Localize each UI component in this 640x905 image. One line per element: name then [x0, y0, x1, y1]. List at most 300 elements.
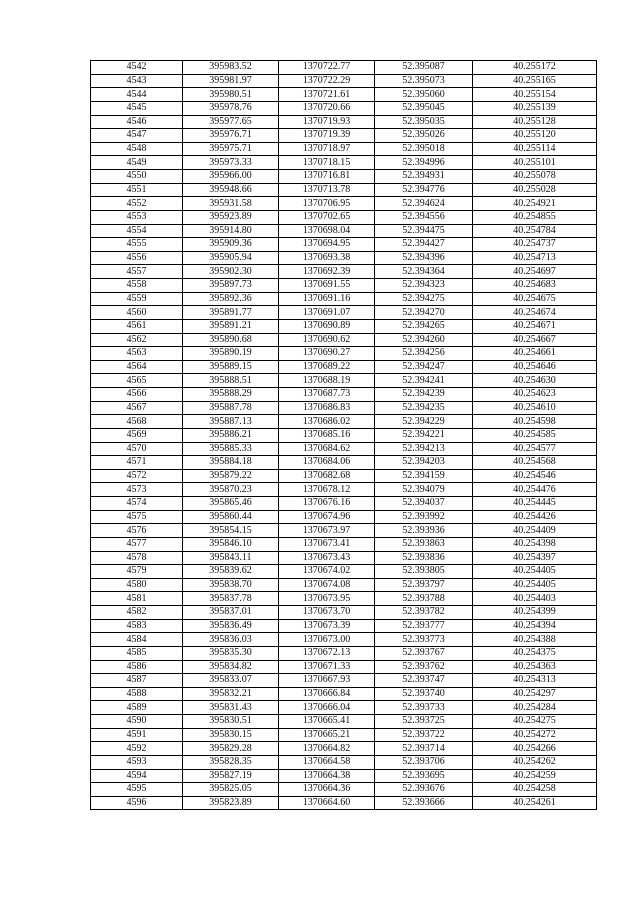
longitude-cell: 40.254675 [473, 292, 597, 306]
table-row [91, 279, 597, 293]
latitude-cell: 52.395026 [375, 129, 473, 143]
x-coordinate-cell: 395973.33 [183, 156, 279, 170]
x-coordinate-cell: 395923.89 [183, 210, 279, 224]
y-coordinate-cell: 1370690.27 [279, 347, 375, 361]
longitude-cell: 40.254261 [473, 796, 597, 810]
table-row [91, 347, 597, 361]
longitude-cell: 40.254623 [473, 388, 597, 402]
longitude-cell: 40.254671 [473, 319, 597, 333]
table-row [91, 388, 597, 402]
longitude-cell: 40.254737 [473, 238, 597, 252]
point-number-cell: 4555 [91, 238, 183, 252]
point-number-cell: 4563 [91, 347, 183, 361]
table-row [91, 170, 597, 184]
y-coordinate-cell: 1370698.04 [279, 224, 375, 238]
point-number-cell: 4588 [91, 687, 183, 701]
latitude-cell: 52.393936 [375, 524, 473, 538]
x-coordinate-cell: 395830.15 [183, 728, 279, 742]
latitude-cell: 52.394270 [375, 306, 473, 320]
table-row [91, 374, 597, 388]
y-coordinate-cell: 1370664.60 [279, 796, 375, 810]
y-coordinate-cell: 1370690.62 [279, 333, 375, 347]
table-row [91, 728, 597, 742]
x-coordinate-cell: 395891.21 [183, 319, 279, 333]
longitude-cell: 40.254399 [473, 606, 597, 620]
latitude-cell: 52.394241 [375, 374, 473, 388]
x-coordinate-cell: 395976.71 [183, 129, 279, 143]
latitude-cell: 52.394996 [375, 156, 473, 170]
y-coordinate-cell: 1370716.81 [279, 170, 375, 184]
table-row [91, 442, 597, 456]
y-coordinate-cell: 1370686.02 [279, 415, 375, 429]
table-row [91, 524, 597, 538]
point-number-cell: 4576 [91, 524, 183, 538]
y-coordinate-cell: 1370689.22 [279, 360, 375, 374]
x-coordinate-cell: 395860.44 [183, 510, 279, 524]
x-coordinate-cell: 395837.78 [183, 592, 279, 606]
point-number-cell: 4559 [91, 292, 183, 306]
longitude-cell: 40.255139 [473, 101, 597, 115]
table-row [91, 306, 597, 320]
x-coordinate-cell: 395831.43 [183, 701, 279, 715]
point-number-cell: 4556 [91, 251, 183, 265]
table-row [91, 129, 597, 143]
x-coordinate-cell: 395966.00 [183, 170, 279, 184]
y-coordinate-cell: 1370674.08 [279, 578, 375, 592]
point-number-cell: 4565 [91, 374, 183, 388]
y-coordinate-cell: 1370693.38 [279, 251, 375, 265]
latitude-cell: 52.393714 [375, 742, 473, 756]
y-coordinate-cell: 1370721.61 [279, 88, 375, 102]
x-coordinate-cell: 395983.52 [183, 61, 279, 75]
longitude-cell: 40.254266 [473, 742, 597, 756]
point-number-cell: 4550 [91, 170, 183, 184]
x-coordinate-cell: 395836.49 [183, 619, 279, 633]
table-row [91, 483, 597, 497]
point-number-cell: 4581 [91, 592, 183, 606]
point-number-cell: 4582 [91, 606, 183, 620]
longitude-cell: 40.254363 [473, 660, 597, 674]
table-row [91, 537, 597, 551]
y-coordinate-cell: 1370665.41 [279, 715, 375, 729]
longitude-cell: 40.254259 [473, 769, 597, 783]
point-number-cell: 4542 [91, 61, 183, 75]
longitude-cell: 40.254697 [473, 265, 597, 279]
longitude-cell: 40.254297 [473, 687, 597, 701]
longitude-cell: 40.254445 [473, 497, 597, 511]
latitude-cell: 52.395073 [375, 74, 473, 88]
latitude-cell: 52.393805 [375, 565, 473, 579]
point-number-cell: 4573 [91, 483, 183, 497]
longitude-cell: 40.254661 [473, 347, 597, 361]
y-coordinate-cell: 1370702.65 [279, 210, 375, 224]
latitude-cell: 52.394323 [375, 279, 473, 293]
y-coordinate-cell: 1370673.00 [279, 633, 375, 647]
point-number-cell: 4577 [91, 537, 183, 551]
y-coordinate-cell: 1370664.82 [279, 742, 375, 756]
y-coordinate-cell: 1370719.93 [279, 115, 375, 129]
longitude-cell: 40.254598 [473, 415, 597, 429]
latitude-cell: 52.394247 [375, 360, 473, 374]
latitude-cell: 52.393992 [375, 510, 473, 524]
latitude-cell: 52.394256 [375, 347, 473, 361]
longitude-cell: 40.254646 [473, 360, 597, 374]
latitude-cell: 52.394229 [375, 415, 473, 429]
longitude-cell: 40.254855 [473, 210, 597, 224]
coordinate-table [90, 60, 597, 810]
point-number-cell: 4561 [91, 319, 183, 333]
point-number-cell: 4551 [91, 183, 183, 197]
table-row [91, 592, 597, 606]
latitude-cell: 52.394556 [375, 210, 473, 224]
point-number-cell: 4595 [91, 783, 183, 797]
latitude-cell: 52.393762 [375, 660, 473, 674]
table-row [91, 578, 597, 592]
longitude-cell: 40.255172 [473, 61, 597, 75]
longitude-cell: 40.254405 [473, 578, 597, 592]
latitude-cell: 52.393863 [375, 537, 473, 551]
longitude-cell: 40.255120 [473, 129, 597, 143]
latitude-cell: 52.393695 [375, 769, 473, 783]
latitude-cell: 52.393797 [375, 578, 473, 592]
point-number-cell: 4558 [91, 279, 183, 293]
longitude-cell: 40.254546 [473, 469, 597, 483]
longitude-cell: 40.254272 [473, 728, 597, 742]
latitude-cell: 52.395045 [375, 101, 473, 115]
y-coordinate-cell: 1370718.15 [279, 156, 375, 170]
longitude-cell: 40.254426 [473, 510, 597, 524]
table-row [91, 61, 597, 75]
latitude-cell: 52.393706 [375, 755, 473, 769]
x-coordinate-cell: 395854.15 [183, 524, 279, 538]
table-row [91, 497, 597, 511]
x-coordinate-cell: 395978.76 [183, 101, 279, 115]
y-coordinate-cell: 1370674.96 [279, 510, 375, 524]
x-coordinate-cell: 395829.28 [183, 742, 279, 756]
point-number-cell: 4571 [91, 456, 183, 470]
table-row [91, 551, 597, 565]
longitude-cell: 40.254577 [473, 442, 597, 456]
y-coordinate-cell: 1370673.43 [279, 551, 375, 565]
latitude-cell: 52.394475 [375, 224, 473, 238]
latitude-cell: 52.394239 [375, 388, 473, 402]
point-number-cell: 4586 [91, 660, 183, 674]
table-row [91, 701, 597, 715]
point-number-cell: 4569 [91, 428, 183, 442]
latitude-cell: 52.393782 [375, 606, 473, 620]
longitude-cell: 40.254262 [473, 755, 597, 769]
point-number-cell: 4574 [91, 497, 183, 511]
table-row [91, 115, 597, 129]
table-row [91, 319, 597, 333]
point-number-cell: 4594 [91, 769, 183, 783]
y-coordinate-cell: 1370671.33 [279, 660, 375, 674]
table-row [91, 360, 597, 374]
x-coordinate-cell: 395888.51 [183, 374, 279, 388]
y-coordinate-cell: 1370664.36 [279, 783, 375, 797]
longitude-cell: 40.254405 [473, 565, 597, 579]
y-coordinate-cell: 1370706.95 [279, 197, 375, 211]
y-coordinate-cell: 1370664.38 [279, 769, 375, 783]
x-coordinate-cell: 395825.05 [183, 783, 279, 797]
longitude-cell: 40.254275 [473, 715, 597, 729]
x-coordinate-cell: 395887.78 [183, 401, 279, 415]
table-row [91, 674, 597, 688]
table-row [91, 456, 597, 470]
x-coordinate-cell: 395914.80 [183, 224, 279, 238]
table-row [91, 796, 597, 810]
y-coordinate-cell: 1370667.93 [279, 674, 375, 688]
x-coordinate-cell: 395834.82 [183, 660, 279, 674]
table-row [91, 633, 597, 647]
x-coordinate-cell: 395892.36 [183, 292, 279, 306]
latitude-cell: 52.394203 [375, 456, 473, 470]
table-row [91, 606, 597, 620]
latitude-cell: 52.394260 [375, 333, 473, 347]
table-row [91, 565, 597, 579]
table-row [91, 783, 597, 797]
point-number-cell: 4587 [91, 674, 183, 688]
x-coordinate-cell: 395846.10 [183, 537, 279, 551]
y-coordinate-cell: 1370694.95 [279, 238, 375, 252]
y-coordinate-cell: 1370682.68 [279, 469, 375, 483]
point-number-cell: 4570 [91, 442, 183, 456]
y-coordinate-cell: 1370713.78 [279, 183, 375, 197]
longitude-cell: 40.254585 [473, 428, 597, 442]
point-number-cell: 4557 [91, 265, 183, 279]
point-number-cell: 4584 [91, 633, 183, 647]
longitude-cell: 40.254784 [473, 224, 597, 238]
longitude-cell: 40.254610 [473, 401, 597, 415]
point-number-cell: 4552 [91, 197, 183, 211]
point-number-cell: 4560 [91, 306, 183, 320]
point-number-cell: 4566 [91, 388, 183, 402]
table-row [91, 292, 597, 306]
latitude-cell: 52.394037 [375, 497, 473, 511]
x-coordinate-cell: 395838.70 [183, 578, 279, 592]
y-coordinate-cell: 1370719.39 [279, 129, 375, 143]
point-number-cell: 4568 [91, 415, 183, 429]
y-coordinate-cell: 1370722.29 [279, 74, 375, 88]
point-number-cell: 4546 [91, 115, 183, 129]
table-row [91, 74, 597, 88]
y-coordinate-cell: 1370691.16 [279, 292, 375, 306]
longitude-cell: 40.254284 [473, 701, 597, 715]
x-coordinate-cell: 395891.77 [183, 306, 279, 320]
longitude-cell: 40.255101 [473, 156, 597, 170]
latitude-cell: 52.393725 [375, 715, 473, 729]
y-coordinate-cell: 1370673.95 [279, 592, 375, 606]
table-row [91, 210, 597, 224]
x-coordinate-cell: 395830.51 [183, 715, 279, 729]
x-coordinate-cell: 395886.21 [183, 428, 279, 442]
y-coordinate-cell: 1370664.58 [279, 755, 375, 769]
table-row [91, 197, 597, 211]
latitude-cell: 52.394776 [375, 183, 473, 197]
table-row [91, 401, 597, 415]
latitude-cell: 52.395060 [375, 88, 473, 102]
longitude-cell: 40.254397 [473, 551, 597, 565]
y-coordinate-cell: 1370674.02 [279, 565, 375, 579]
longitude-cell: 40.254258 [473, 783, 597, 797]
table-row [91, 156, 597, 170]
longitude-cell: 40.254388 [473, 633, 597, 647]
latitude-cell: 52.395035 [375, 115, 473, 129]
table-row [91, 660, 597, 674]
longitude-cell: 40.254713 [473, 251, 597, 265]
y-coordinate-cell: 1370678.12 [279, 483, 375, 497]
latitude-cell: 52.394624 [375, 197, 473, 211]
latitude-cell: 52.394213 [375, 442, 473, 456]
x-coordinate-cell: 395827.19 [183, 769, 279, 783]
latitude-cell: 52.394931 [375, 170, 473, 184]
table-row [91, 742, 597, 756]
latitude-cell: 52.395087 [375, 61, 473, 75]
longitude-cell: 40.254921 [473, 197, 597, 211]
x-coordinate-cell: 395975.71 [183, 142, 279, 156]
table-row [91, 101, 597, 115]
latitude-cell: 52.394235 [375, 401, 473, 415]
latitude-cell: 52.393836 [375, 551, 473, 565]
longitude-cell: 40.254394 [473, 619, 597, 633]
table-row [91, 469, 597, 483]
longitude-cell: 40.255078 [473, 170, 597, 184]
table-row [91, 715, 597, 729]
y-coordinate-cell: 1370666.84 [279, 687, 375, 701]
y-coordinate-cell: 1370676.16 [279, 497, 375, 511]
y-coordinate-cell: 1370666.04 [279, 701, 375, 715]
x-coordinate-cell: 395870.23 [183, 483, 279, 497]
table-row [91, 619, 597, 633]
longitude-cell: 40.255154 [473, 88, 597, 102]
point-number-cell: 4545 [91, 101, 183, 115]
latitude-cell: 52.395018 [375, 142, 473, 156]
longitude-cell: 40.254398 [473, 537, 597, 551]
table-row [91, 88, 597, 102]
x-coordinate-cell: 395888.29 [183, 388, 279, 402]
longitude-cell: 40.254667 [473, 333, 597, 347]
y-coordinate-cell: 1370692.39 [279, 265, 375, 279]
x-coordinate-cell: 395833.07 [183, 674, 279, 688]
table-row [91, 142, 597, 156]
longitude-cell: 40.254313 [473, 674, 597, 688]
x-coordinate-cell: 395948.66 [183, 183, 279, 197]
x-coordinate-cell: 395981.97 [183, 74, 279, 88]
y-coordinate-cell: 1370686.83 [279, 401, 375, 415]
longitude-cell: 40.254568 [473, 456, 597, 470]
x-coordinate-cell: 395887.13 [183, 415, 279, 429]
y-coordinate-cell: 1370722.77 [279, 61, 375, 75]
latitude-cell: 52.394079 [375, 483, 473, 497]
x-coordinate-cell: 395879.22 [183, 469, 279, 483]
y-coordinate-cell: 1370720.66 [279, 101, 375, 115]
x-coordinate-cell: 395843.11 [183, 551, 279, 565]
x-coordinate-cell: 395890.19 [183, 347, 279, 361]
x-coordinate-cell: 395836.03 [183, 633, 279, 647]
x-coordinate-cell: 395884.18 [183, 456, 279, 470]
x-coordinate-cell: 395931.58 [183, 197, 279, 211]
y-coordinate-cell: 1370684.06 [279, 456, 375, 470]
table-row [91, 769, 597, 783]
point-number-cell: 4543 [91, 74, 183, 88]
point-number-cell: 4579 [91, 565, 183, 579]
table-row [91, 265, 597, 279]
table-row [91, 687, 597, 701]
y-coordinate-cell: 1370673.70 [279, 606, 375, 620]
table-row [91, 238, 597, 252]
y-coordinate-cell: 1370718.97 [279, 142, 375, 156]
y-coordinate-cell: 1370687.73 [279, 388, 375, 402]
longitude-cell: 40.255028 [473, 183, 597, 197]
y-coordinate-cell: 1370673.39 [279, 619, 375, 633]
point-number-cell: 4592 [91, 742, 183, 756]
point-number-cell: 4554 [91, 224, 183, 238]
y-coordinate-cell: 1370673.97 [279, 524, 375, 538]
longitude-cell: 40.254674 [473, 306, 597, 320]
point-number-cell: 4575 [91, 510, 183, 524]
latitude-cell: 52.394265 [375, 319, 473, 333]
x-coordinate-cell: 395885.33 [183, 442, 279, 456]
longitude-cell: 40.255128 [473, 115, 597, 129]
x-coordinate-cell: 395839.62 [183, 565, 279, 579]
point-number-cell: 4572 [91, 469, 183, 483]
point-number-cell: 4589 [91, 701, 183, 715]
point-number-cell: 4593 [91, 755, 183, 769]
longitude-cell: 40.254409 [473, 524, 597, 538]
x-coordinate-cell: 395897.73 [183, 279, 279, 293]
latitude-cell: 52.394275 [375, 292, 473, 306]
y-coordinate-cell: 1370685.16 [279, 428, 375, 442]
point-number-cell: 4590 [91, 715, 183, 729]
point-number-cell: 4596 [91, 796, 183, 810]
latitude-cell: 52.393722 [375, 728, 473, 742]
latitude-cell: 52.394364 [375, 265, 473, 279]
x-coordinate-cell: 395832.21 [183, 687, 279, 701]
latitude-cell: 52.394221 [375, 428, 473, 442]
y-coordinate-cell: 1370684.62 [279, 442, 375, 456]
x-coordinate-cell: 395890.68 [183, 333, 279, 347]
point-number-cell: 4553 [91, 210, 183, 224]
point-number-cell: 4591 [91, 728, 183, 742]
x-coordinate-cell: 395909.36 [183, 238, 279, 252]
table-row [91, 183, 597, 197]
longitude-cell: 40.254375 [473, 646, 597, 660]
point-number-cell: 4548 [91, 142, 183, 156]
x-coordinate-cell: 395905.94 [183, 251, 279, 265]
y-coordinate-cell: 1370691.55 [279, 279, 375, 293]
point-number-cell: 4585 [91, 646, 183, 660]
point-number-cell: 4580 [91, 578, 183, 592]
latitude-cell: 52.393747 [375, 674, 473, 688]
point-number-cell: 4562 [91, 333, 183, 347]
x-coordinate-cell: 395889.15 [183, 360, 279, 374]
latitude-cell: 52.393788 [375, 592, 473, 606]
table-row [91, 251, 597, 265]
point-number-cell: 4549 [91, 156, 183, 170]
point-number-cell: 4578 [91, 551, 183, 565]
longitude-cell: 40.254683 [473, 279, 597, 293]
latitude-cell: 52.393733 [375, 701, 473, 715]
longitude-cell: 40.255165 [473, 74, 597, 88]
latitude-cell: 52.394427 [375, 238, 473, 252]
latitude-cell: 52.394396 [375, 251, 473, 265]
table-row [91, 755, 597, 769]
table-row [91, 333, 597, 347]
x-coordinate-cell: 395902.30 [183, 265, 279, 279]
x-coordinate-cell: 395823.89 [183, 796, 279, 810]
x-coordinate-cell: 395980.51 [183, 88, 279, 102]
y-coordinate-cell: 1370688.19 [279, 374, 375, 388]
